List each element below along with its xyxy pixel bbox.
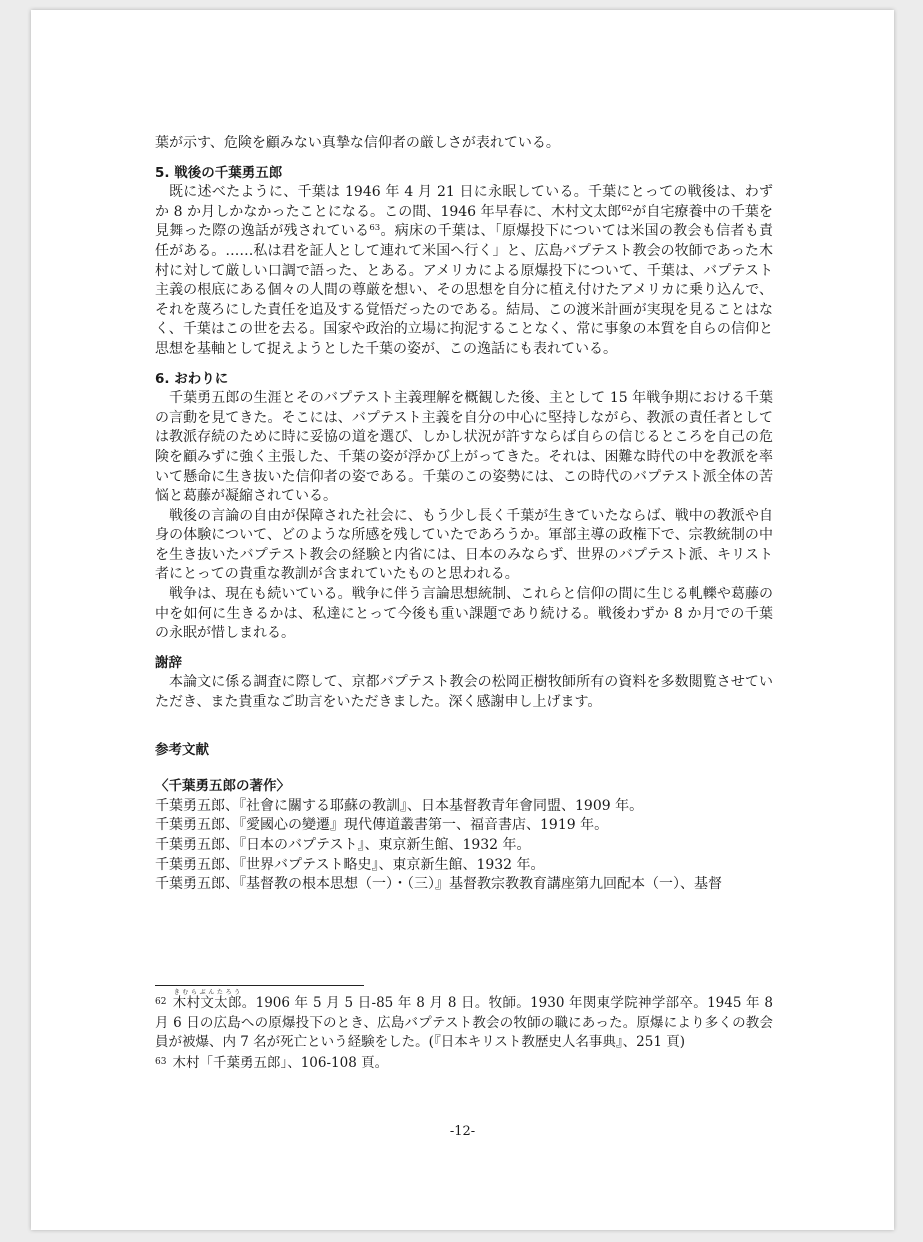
footnote-number: 62 [155, 997, 167, 1007]
section-6-paragraph: 戦争は、現在も続いている。戦争に伴う言論思想統制、これらと信仰の間に生じる軋轢や葛藤の中を如何に生きるかは、私達にとって今後も重い課題であり続ける。戦後わずか 8 か月での千葉の永眠が惜しまれる。 [155, 586, 773, 642]
carryover-paragraph: 葉が示す、危険を顧みない真摯な信仰者の厳しさが表れている。 [155, 135, 560, 151]
footnote-ref-62[interactable]: 62 [621, 203, 633, 214]
footnote-62: $^{62}$ 木村文太郎きむらぶんたろう。1906 年 5 月 5 日-85 年 8 月 8 日。牧師。1930 年関東学院神学部卒。1945 年 8 月 6 日の広島への原爆投下のとき、広島バプテスト教会の牧師の職にあった。原爆により多くの教会員が被爆、内 7 名が死亡という経験をした。(『日本キリスト教歴史人名事典』、251 頁) [155, 989, 774, 1051]
footnotes [155, 989, 773, 1073]
footnote-divider [155, 985, 364, 986]
acknowledgements-heading: 謝辞 [155, 654, 182, 671]
section-6-heading: 6. おわりに [155, 370, 229, 387]
section-6-paragraph: 戦後の言論の自由が保障された社会に、もう少し長く千葉が生きていたならば、戦中の教派や自身の体験について、どのような所感を残していたであろうか。軍部主導の政権下で、宗教統制の中を生き抜いたバプテスト教会の経験と内省には、日本のみならず、世界のバプテスト派、キリスト者にとっての貴重な教訓が含まれていたものと思われる。 [155, 507, 773, 583]
section-5-paragraph: 既に述べたように、千葉は 1946 年 4 月 21 日に永眠している。千葉にとっての戦後は、わずか 8 か月しかなかったことになる。この間、1946 年早春に、木村文太郎$^{62}$が自宅療養中の千葉を見舞った際の逸話が残されている$^{63}$。病床の千葉は、「原爆投下については米国の教会も信者も責任がある。……私は君を証人として連れて米国へ行く」と、広島バプテスト教会の牧師であった木村に対して厳しい口調で語った、とある。アメリカによる原爆投下について、千葉は、バプテスト主義の根底にある個々の人間の尊厳を想い、その思想を自分に植え付けたアメリカに乗り込んで、それを蔑ろにした責任を追及する覚悟だったのである。結局、この渡米計画が実現を見ることはなく、千葉はこの世を去る。国家や政治的立場に拘泥することなく、常に事象の本質を自らの信仰と思想を基軸として捉えようとした千葉の姿が、この逸話にも表れている。 [155, 184, 773, 357]
footnote-ref-63[interactable]: 63 [369, 223, 381, 234]
body-text [155, 134, 773, 895]
page-number: -12- [449, 1124, 476, 1139]
footnote-number: 63 [155, 1056, 167, 1067]
reference-item: 千葉勇五郎、『世界バプテスト略史』、東京新生館、1932 年。 [155, 856, 545, 873]
references-heading: 参考文献 [155, 741, 209, 758]
section-6-paragraph: 千葉勇五郎の生涯とそのバプテスト主義理解を概観した後、主として 15 年戦争期における千葉の言動を見てきた。そこには、バプテスト主義を自分の中心に堅持しながら、教派の責任者としては教派存続のために時に妥協の道を選び、しかし状況が許すならば自らの信じるところを自己の危険を顧みずに強く主張した、千葉の姿が浮かび上がってきた。それは、困難な時代の中を教派を率いて懸命に生き抜いた信仰者の姿である。千葉のこの姿勢には、この時代のバプテスト派全体の苦悩と葛藤が凝縮されている。 [155, 390, 773, 505]
footnote-name-ruby: 木村文太郎きむらぶんたろう [172, 989, 242, 1011]
references-subheading: 〈千葉勇五郎の著作〉 [155, 778, 290, 795]
document-page [31, 10, 894, 1230]
footnote-63: $^{63}$ 木村「千葉勇五郎」、106-108 頁。 [155, 1054, 389, 1071]
section-5-heading: 5. 戦後の千葉勇五郎 [155, 164, 283, 181]
acknowledgements-text: 本論文に係る調査に際して、京都バプテスト教会の松岡正樹牧師所有の資料を多数閲覧させていただき、また貴重なご助言をいただきました。深く感謝申し上げます。 [155, 674, 773, 711]
reference-item: 千葉勇五郎、『基督教の根本思想（一）・（三）』基督教宗教教育講座第九回配本（一）、基督 [155, 876, 722, 893]
reference-item: 千葉勇五郎、『日本のバプテスト』、東京新生館、1932 年。 [155, 837, 531, 853]
reference-item: 千葉勇五郎、『愛國心の變遷』現代傳道叢書第一、福音書店、1919 年。 [155, 817, 609, 834]
reference-item: 千葉勇五郎、『社會に關する耶蘇の教訓』、日本基督教青年會同盟、1909 年。 [155, 797, 644, 814]
